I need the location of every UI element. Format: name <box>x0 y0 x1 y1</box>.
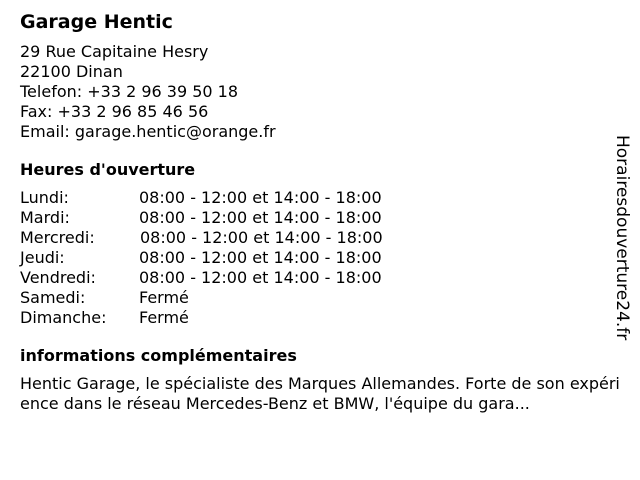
hours-row-mercredi <box>20 228 610 248</box>
hours-time: 08:00 - 12:00 et 14:00 - 18:00 <box>140 228 383 247</box>
email-line <box>20 122 610 142</box>
additional-info-title: informations complémentaires <box>20 346 297 365</box>
hours-time: 08:00 - 12:00 et 14:00 - 18:00 <box>139 188 382 207</box>
hours-row-mardi <box>20 208 610 228</box>
hours-time: Fermé <box>139 288 189 307</box>
street-address: 29 Rue Capitaine Hesry <box>20 42 209 61</box>
hours-row-jeudi <box>20 248 610 268</box>
watermark-text: Horairesdouverture24.fr <box>612 135 632 341</box>
additional-info-text: Hentic Garage, le spécialiste des Marques Allemandes. Forte de son expérience dans le réseau Mercedes-Benz et BMW, l'équipe du gara... <box>20 374 620 413</box>
hours-time: 08:00 - 12:00 et 14:00 - 18:00 <box>139 208 382 227</box>
hours-day: Samedi: <box>20 288 86 307</box>
email-link[interactable]: garage.hentic@orange.fr <box>74 122 276 141</box>
hours-time: Fermé <box>139 308 189 327</box>
email-label: Email: <box>20 122 75 141</box>
fax-number: Fax: +33 2 96 85 46 56 <box>20 102 209 121</box>
hours-day: Mardi: <box>20 208 70 227</box>
hours-time: 08:00 - 12:00 et 14:00 - 18:00 <box>139 268 382 287</box>
city-postal: 22100 Dinan <box>20 62 123 81</box>
address-block <box>20 42 610 142</box>
hours-row-lundi <box>20 188 610 208</box>
phone-number: Telefon: +33 2 96 39 50 18 <box>20 82 239 101</box>
hours-day: Lundi: <box>20 188 69 207</box>
opening-hours-title: Heures d'ouverture <box>20 160 196 179</box>
business-name: Garage Hentic <box>20 11 173 33</box>
hours-row-vendredi <box>20 268 610 288</box>
hours-row-samedi <box>20 288 610 308</box>
hours-row-dimanche <box>20 308 610 328</box>
hours-day: Vendredi: <box>20 268 96 287</box>
hours-day: Dimanche: <box>20 308 107 327</box>
business-card <box>20 10 620 414</box>
hours-day: Jeudi: <box>20 248 65 267</box>
hours-day: Mercredi: <box>20 228 95 247</box>
hours-time: 08:00 - 12:00 et 14:00 - 18:00 <box>139 248 382 267</box>
opening-hours-table <box>20 188 610 328</box>
